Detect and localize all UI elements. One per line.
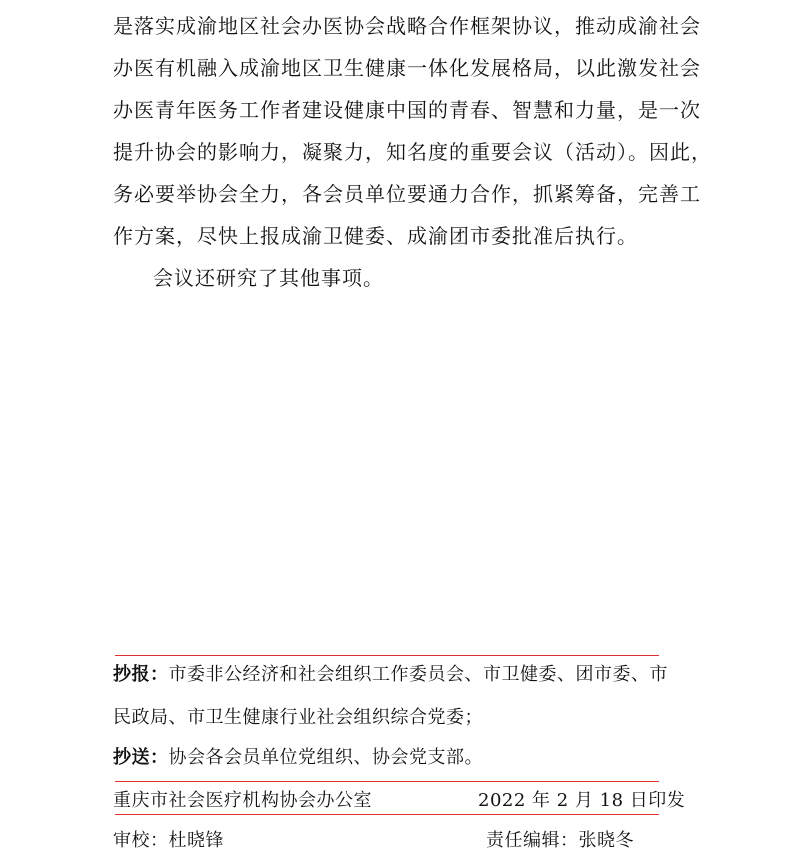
- issue-date: 2022 年 2 月 18 日印发: [478, 790, 686, 811]
- cc-report-line-2: 民政局、市卫生健康行业社会组织综合党委；: [113, 707, 483, 728]
- cc-report-line-1: [113, 660, 668, 686]
- cc-send-line: [113, 743, 483, 769]
- body-line-1: 是落实成渝地区社会办医协会战略合作框架协议，推动成渝社会: [113, 14, 701, 38]
- issuing-office: 重庆市社会医疗机构协会办公室: [113, 790, 372, 811]
- cc-report-label: 抄报：: [113, 664, 169, 685]
- footer-middle-rule: [115, 781, 659, 782]
- body-line-4: 提升协会的影响力，凝聚力，知名度的重要会议（活动）。因此，: [113, 140, 712, 164]
- body-line-3: 办医青年医务工作者建设健康中国的青春、智慧和力量，是一次: [113, 98, 701, 122]
- cc-report-text-1: 市委非公经济和社会组织工作委员会、市卫健委、团市委、市: [168, 664, 668, 685]
- cc-send-text: 协会各会员单位党组织、协会党支部。: [168, 747, 483, 768]
- reviewer: 审校：杜晓锋: [113, 830, 224, 851]
- closing-line: 会议还研究了其他事项。: [153, 266, 384, 290]
- footer-top-rule: [115, 655, 659, 656]
- responsible-editor: 责任编辑：张晓冬: [486, 830, 634, 851]
- body-line-6: 作方案，尽快上报成渝卫健委、成渝团市委批准后执行。: [113, 224, 638, 248]
- body-line-2: 办医有机融入成渝地区卫生健康一体化发展格局，以此激发社会: [113, 56, 701, 80]
- cc-send-label: 抄送：: [113, 747, 169, 768]
- footer-bottom-rule: [115, 814, 659, 815]
- body-line-5: 务必要举协会全力，各会员单位要通力合作，抓紧筹备，完善工: [113, 182, 701, 206]
